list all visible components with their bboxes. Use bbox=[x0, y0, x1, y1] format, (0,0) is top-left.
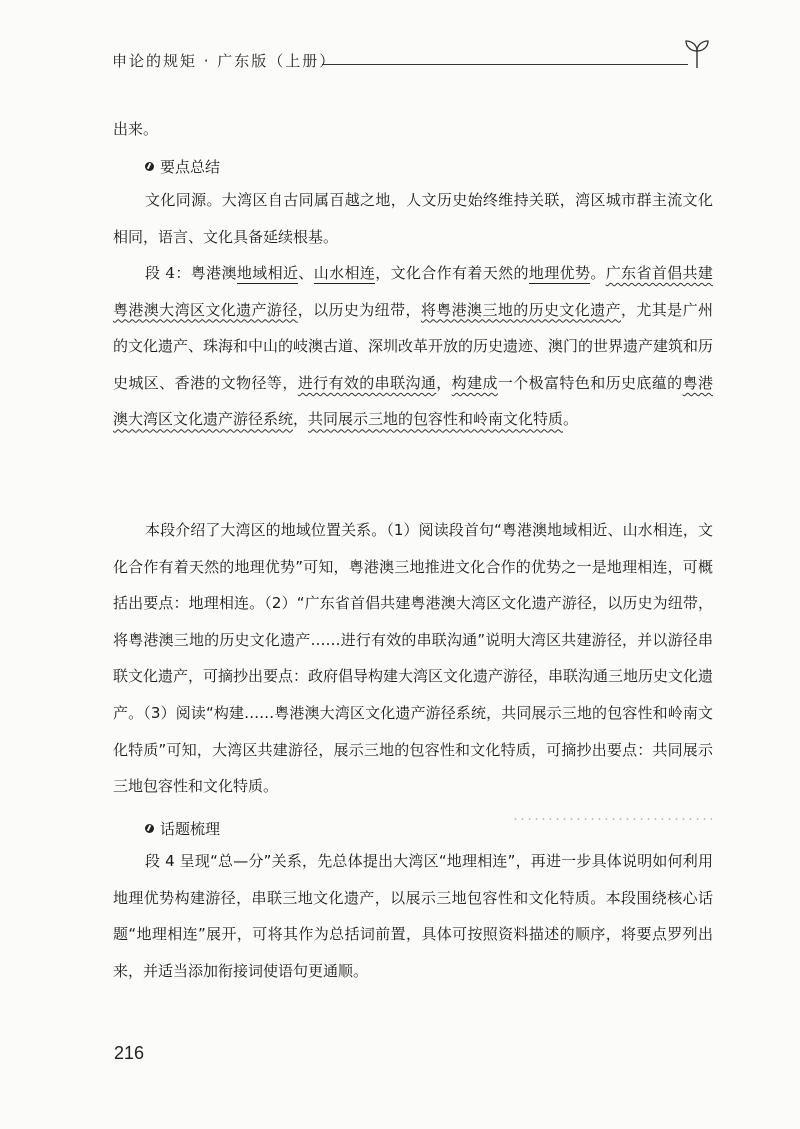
bullet-icon bbox=[145, 824, 154, 833]
excerpt-text: 。 bbox=[563, 410, 579, 429]
page-number: 216 bbox=[114, 1043, 145, 1063]
excerpt-text: 段 4：粤港澳 bbox=[145, 264, 237, 282]
analysis-paragraph: 本段介绍了大湾区的地域位置关系。（1）阅读段首句“粤港澳地域相近、山水相连，文化合作有着天然的地理优势”可知，粤港澳三地推进文化合作的优势之一是地理相连，可概括出要点：地理相连。（2）“广东省首倡共建粤港澳大湾区文化遗产游径，以历史为纽带，将粤港澳三地的历史文化遗产……进行有效的串联沟通”说明大湾区共建游径，并以游径串联文化遗产，可摘抄出要点：政府倡导构建大湾区文化遗产游径，串联沟通三地历史文化遗产。（3）阅读“构建……粤港澳大湾区文化遗产游径系统，共同展示三地的包容性和岭南文化特质”可知，大湾区共建游径，展示三地的包容性和文化特质，可摘抄出要点：共同展示三地包容性和文化特质。 bbox=[113, 521, 714, 796]
wavy-underlined-phrase: 广东省首倡共建粤港澳大湾区文化遗产游径 bbox=[113, 264, 713, 319]
running-header bbox=[112, 44, 712, 84]
wavy-underlined-phrase: 进行有效的串联沟通 bbox=[297, 373, 437, 392]
summary-paragraph: 文化同源。大湾区自古同属百越之地，人文历史始终维持关联，湾区城市群主流文化相同，语言、文化具备延续根基。 bbox=[113, 191, 713, 246]
topic-paragraph: 段 4 呈现“总—分”关系，先总体提出大湾区“地理相连”，再进一步具体说明如何利用地理优势构建游径，串联三地文化遗产，以展示三地包容性和文化特质。本段围绕核心话题“地理相连”展开，可将其作为总括词前置，具体可按照资料描述的顺序，将要点罗列出来，并适当添加衔接词使语句更通顺。 bbox=[113, 852, 713, 980]
excerpt-text: 、 bbox=[298, 264, 314, 282]
wavy-underlined-phrase: 将粤港澳三地的历史文化遗产 bbox=[420, 300, 621, 319]
section-label: 要点总结 bbox=[160, 158, 221, 176]
excerpt-text: 。 bbox=[590, 264, 606, 282]
scan-dots bbox=[512, 817, 712, 821]
bullet-icon bbox=[145, 162, 154, 171]
wavy-underlined-phrase: 构建成 bbox=[451, 373, 498, 392]
excerpt-text: ，尤其是广州的文化遗产、珠海和中山的岐澳古道、深圳改革开放的历史遗迹、澳门的世界遗产建筑和历史城区、香港的文物径等， bbox=[113, 300, 714, 392]
excerpt-text: ，文化合作有着天然的 bbox=[375, 264, 529, 282]
wavy-underlined-phrase: 粤港澳大湾区文化遗产游径系统 bbox=[113, 373, 713, 429]
excerpt-text: ，以历史为纽带， bbox=[297, 300, 421, 319]
section-heading-summary bbox=[145, 156, 220, 177]
wavy-underlined-phrase: 共同展示三地的包容性和岭南文化特质 bbox=[308, 410, 564, 429]
underlined-phrase: 地域相近 bbox=[236, 264, 299, 282]
sprout-icon bbox=[682, 38, 712, 70]
material-excerpt bbox=[113, 255, 713, 438]
excerpt-text: ， bbox=[436, 373, 452, 392]
section-label: 话题梳理 bbox=[160, 820, 221, 838]
excerpt-text: ， bbox=[293, 410, 309, 429]
header-rule bbox=[322, 64, 688, 65]
underlined-phrase: 山水相连 bbox=[313, 264, 376, 282]
underlined-phrase: 地理优势 bbox=[528, 264, 591, 282]
section-heading-topic bbox=[145, 818, 220, 839]
intro-text: 出来。 bbox=[113, 120, 159, 138]
excerpt-text: 一个极富特色和历史底蕴的 bbox=[497, 373, 683, 392]
header-title: 申论的规矩 · 广东版（上册） bbox=[112, 52, 337, 70]
